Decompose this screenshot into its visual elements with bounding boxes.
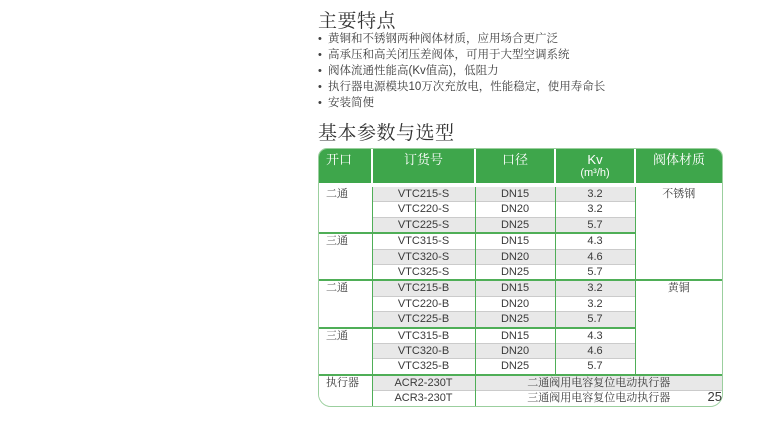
cell-order-no: VTC315-B [372,328,475,344]
cell-order-no: VTC225-B [372,312,475,328]
cell-kv: 3.2 [555,280,635,296]
feature-bullet: • 黄铜和不锈钢两种阀体材质，应用场合更广泛 [318,31,605,47]
kv-unit-label: (m³/h) [580,167,610,179]
cell-order-no: VTC215-S [372,185,475,202]
cell-order-no: ACR3-230T [372,391,475,406]
col-header-material: 阀体材质 [635,149,722,185]
cell-order-no: VTC225-S [372,217,475,233]
cell-diameter: DN15 [475,280,555,296]
selection-table-container [318,148,723,407]
cell-kv: 3.2 [555,185,635,202]
col-header-kv [555,149,635,185]
cell-order-no: VTC325-B [372,359,475,375]
feature-bullet: • 高承压和高关闭压差阀体，可用于大型空调系统 [318,47,605,63]
col-header-order-no: 订货号 [372,149,475,185]
cell-diameter: DN25 [475,265,555,281]
cell-material: 黄铜 [635,280,722,374]
col-header-diameter: 口径 [475,149,555,185]
cell-diameter: DN20 [475,202,555,217]
cell-diameter: DN20 [475,344,555,359]
cell-opening: 三通 [319,328,372,375]
cell-order-no: VTC320-S [372,249,475,264]
feature-bullet: • 安装简便 [318,95,605,111]
cell-diameter: DN20 [475,296,555,311]
cell-diameter: DN25 [475,312,555,328]
page-number: 25 [707,389,722,404]
cell-diameter: DN25 [475,217,555,233]
cell-kv: 4.3 [555,233,635,249]
feature-bullet: • 执行器电源模块10万次充放电，性能稳定，使用寿命长 [318,79,605,95]
cell-kv: 5.7 [555,265,635,281]
cell-order-no: VTC215-B [372,280,475,296]
selection-table [319,149,722,406]
cell-order-no: VTC320-B [372,344,475,359]
cell-order-no: VTC315-S [372,233,475,249]
table-row [319,280,722,296]
cell-kv: 4.3 [555,328,635,344]
cell-kv: 4.6 [555,249,635,264]
feature-bullet: • 阀体流通性能高(Kv值高)，低阻力 [318,63,605,79]
cell-diameter: DN15 [475,233,555,249]
features-list [318,31,605,111]
cell-opening: 三通 [319,233,372,280]
cell-material: 不锈钢 [635,185,722,280]
cell-order-no: VTC220-B [372,296,475,311]
features-heading: 主要特点 [318,11,397,32]
cell-kv: 3.2 [555,202,635,217]
cell-order-no: ACR2-230T [372,375,475,391]
cell-kv: 4.6 [555,344,635,359]
cell-order-no: VTC325-S [372,265,475,281]
cell-diameter: DN15 [475,328,555,344]
table-header-row [319,149,722,185]
cell-diameter: DN15 [475,185,555,202]
cell-opening: 二通 [319,280,372,327]
kv-label: Kv [587,152,603,167]
col-header-opening: 开口 [319,149,372,185]
selection-heading: 基本参数与选型 [318,123,455,144]
cell-opening: 执行器 [319,375,372,406]
cell-actuator-desc: 二通阀用电容复位电动执行器 [475,375,722,391]
cell-kv: 5.7 [555,359,635,375]
cell-diameter: DN20 [475,249,555,264]
cell-kv: 5.7 [555,312,635,328]
cell-order-no: VTC220-S [372,202,475,217]
cell-kv: 3.2 [555,296,635,311]
table-row [319,185,722,202]
cell-actuator-desc: 三通阀用电容复位电动执行器 [475,391,722,406]
cell-opening: 二通 [319,185,372,233]
cell-diameter: DN25 [475,359,555,375]
cell-kv: 5.7 [555,217,635,233]
